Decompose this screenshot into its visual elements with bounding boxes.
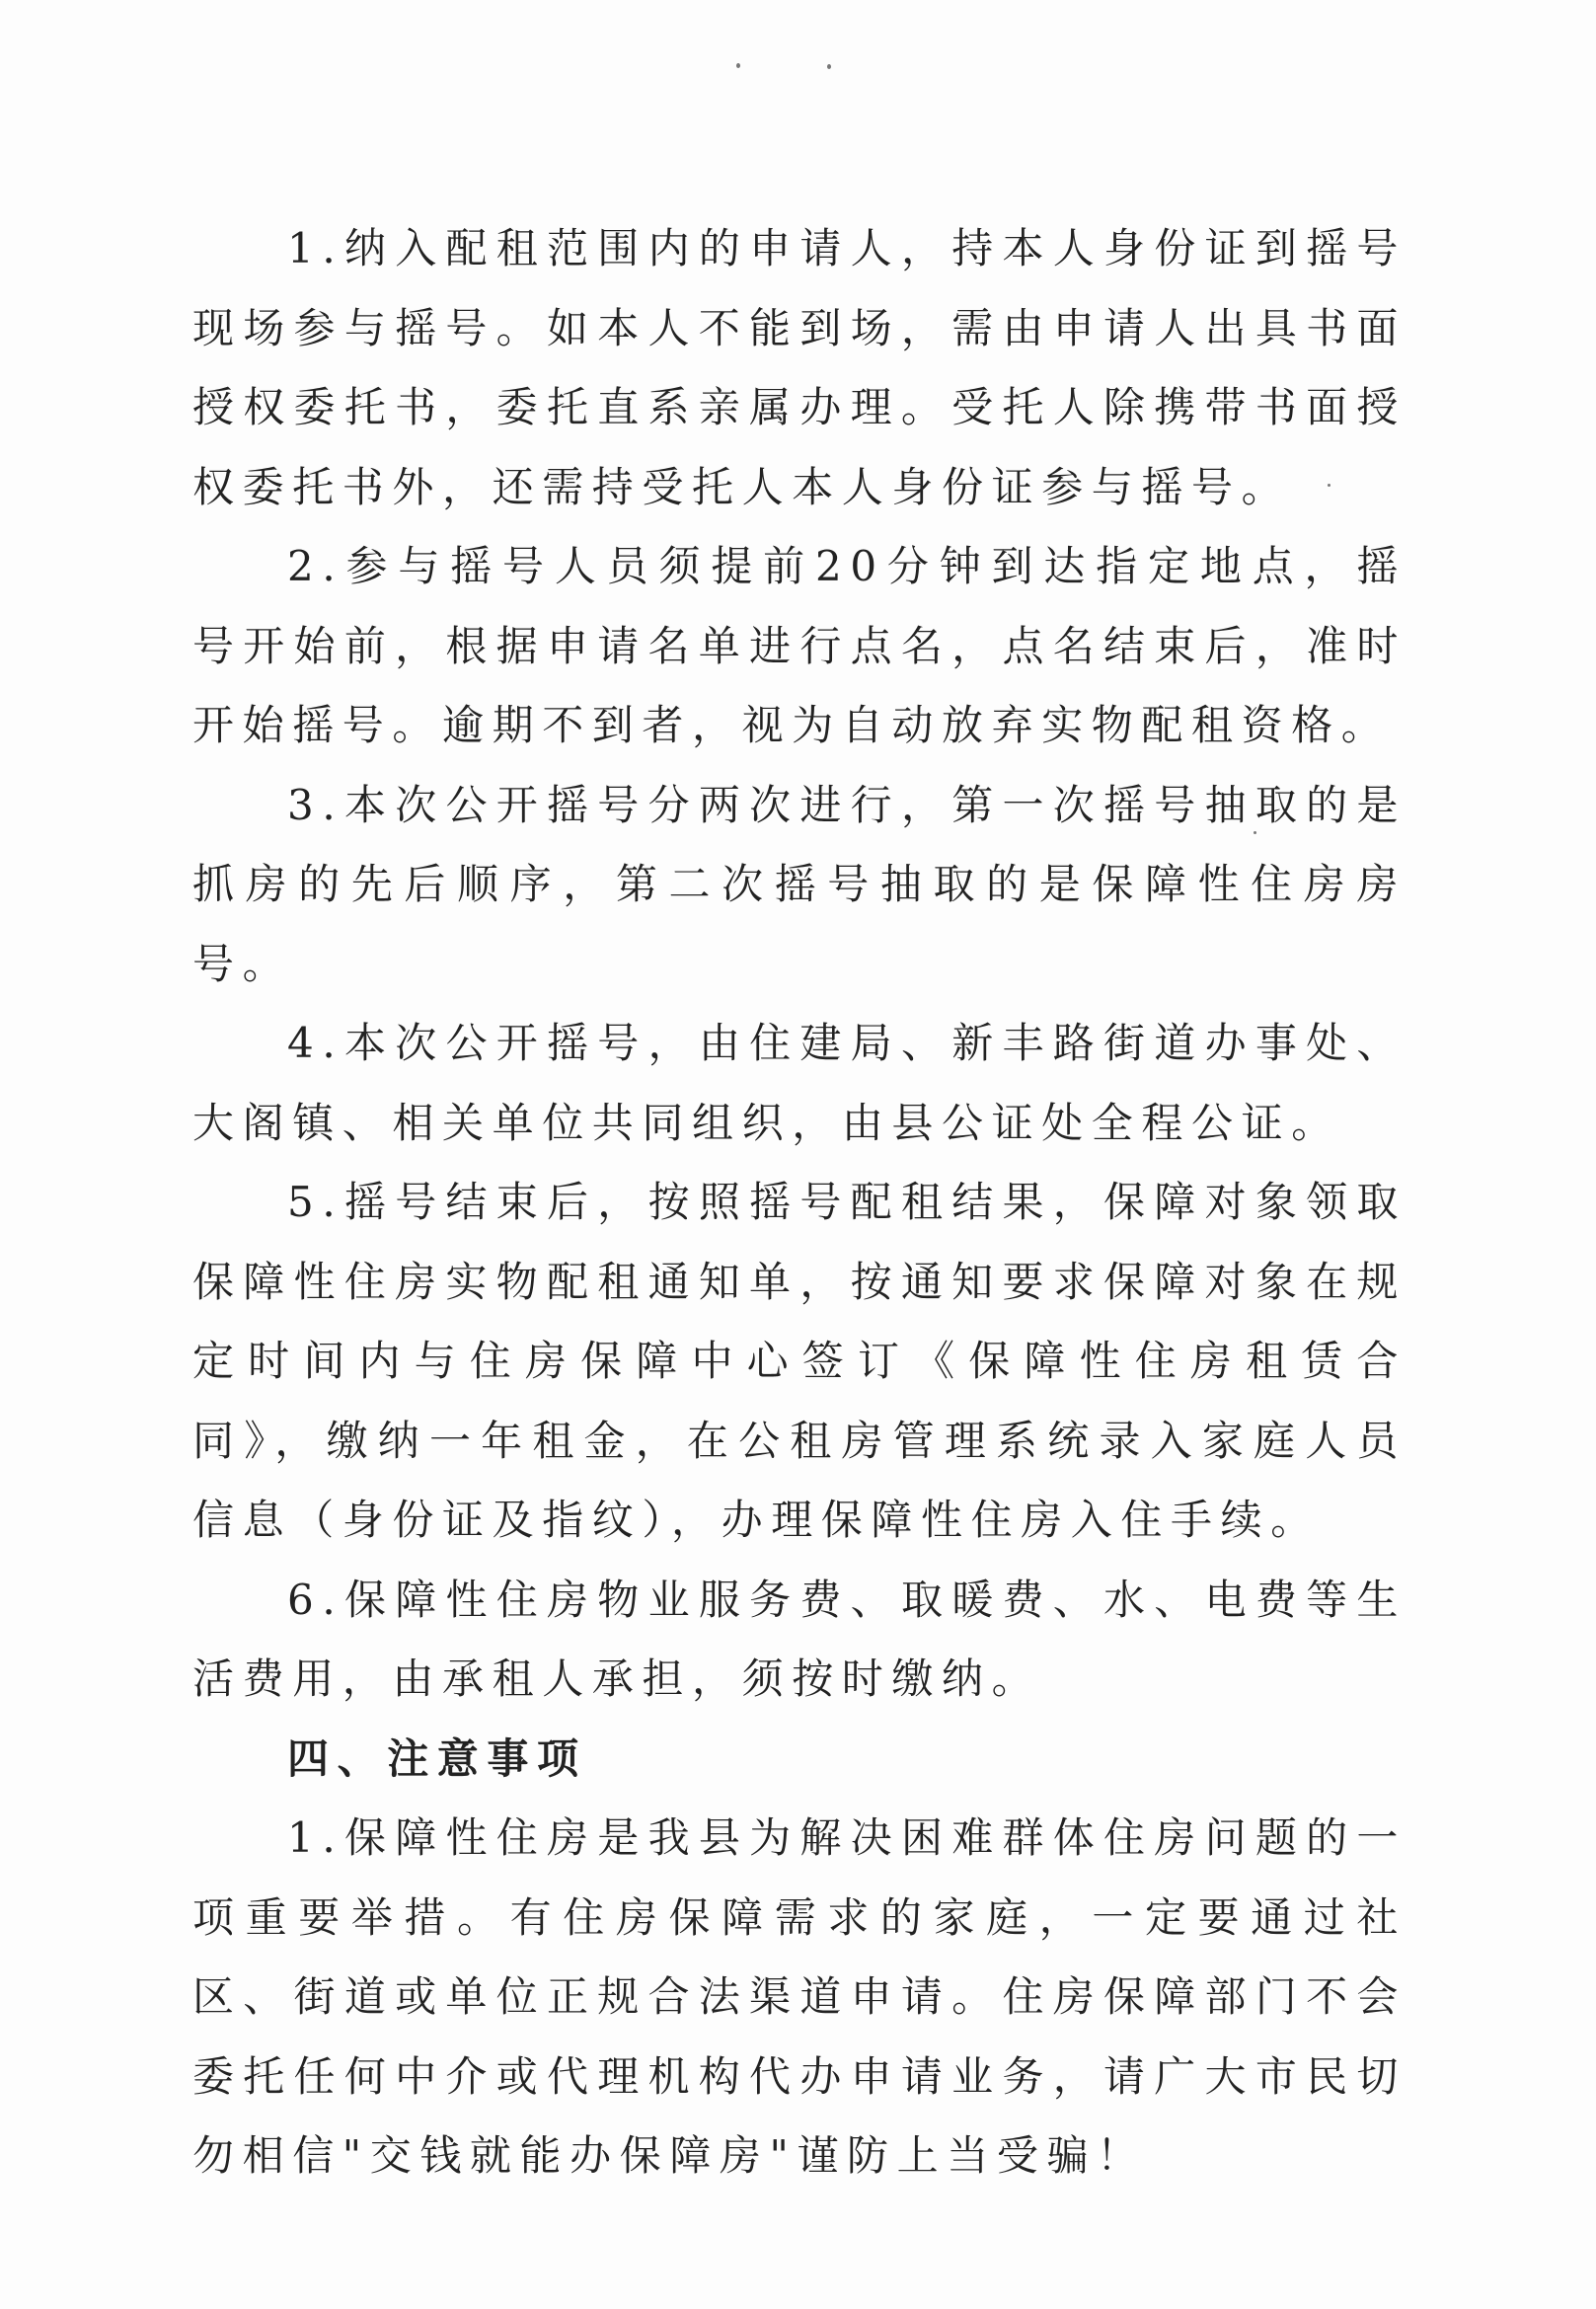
paragraph-5: 5.摇号结束后，按照摇号配租结果，保障对象领取保障性住房实物配租通知单，按通知要求保障对象在规定时间内与住房保障中心签订《保障性住房租赁合同》，缴纳一年租金，在公租房管理系统录入家庭人员信息（身份证及指纹），办理保障性住房入住手续。 xyxy=(192,1178,1406,1544)
scan-speck xyxy=(827,64,831,69)
paragraph-1: 1.纳入配租范围内的申请人，持本人身份证到摇号现场参与摇号。如本人不能到场，需由申请人出具书面授权委托书，委托直系亲属办理。受托人除携带书面授权委托书外，还需持受托人本人身份证参与摇号。 xyxy=(192,224,1406,511)
scan-speck xyxy=(736,63,740,68)
paragraph-3: 3.本次公开摇号分两次进行，第一次摇号抽取的是抓房的先后顺序，第二次摇号抽取的是保障性住房房号。 xyxy=(192,780,1406,988)
section-heading: 四、注意事项 xyxy=(287,1733,587,1783)
paragraph-6: 6.保障性住房物业服务费、取暖费、水、电费等生活费用，由承租人承担，须按时缴纳。 xyxy=(192,1575,1406,1703)
paragraph-2: 2.参与摇号人员须提前20分钟到达指定地点，摇号开始前，根据申请名单进行点名，点名结束后，准时开始摇号。逾期不到者，视为自动放弃实物配租资格。 xyxy=(192,542,1406,749)
paragraph-4: 4.本次公开摇号，由住建局、新丰路街道办事处、大阁镇、相关单位共同组织，由县公证处全程公证。 xyxy=(192,1019,1406,1147)
document-body xyxy=(192,209,1406,2196)
notice-paragraph-1: 1.保障性住房是我县为解决困难群体住房问题的一项重要举措。有住房保障需求的家庭，一定要通过社区、街道或单位正规合法渠道申请。住房保障部门不会委托任何中介或代理机构代办申请业务，请广大市民切勿相信"交钱就能办保障房"谨防上当受骗！ xyxy=(192,1813,1406,2180)
